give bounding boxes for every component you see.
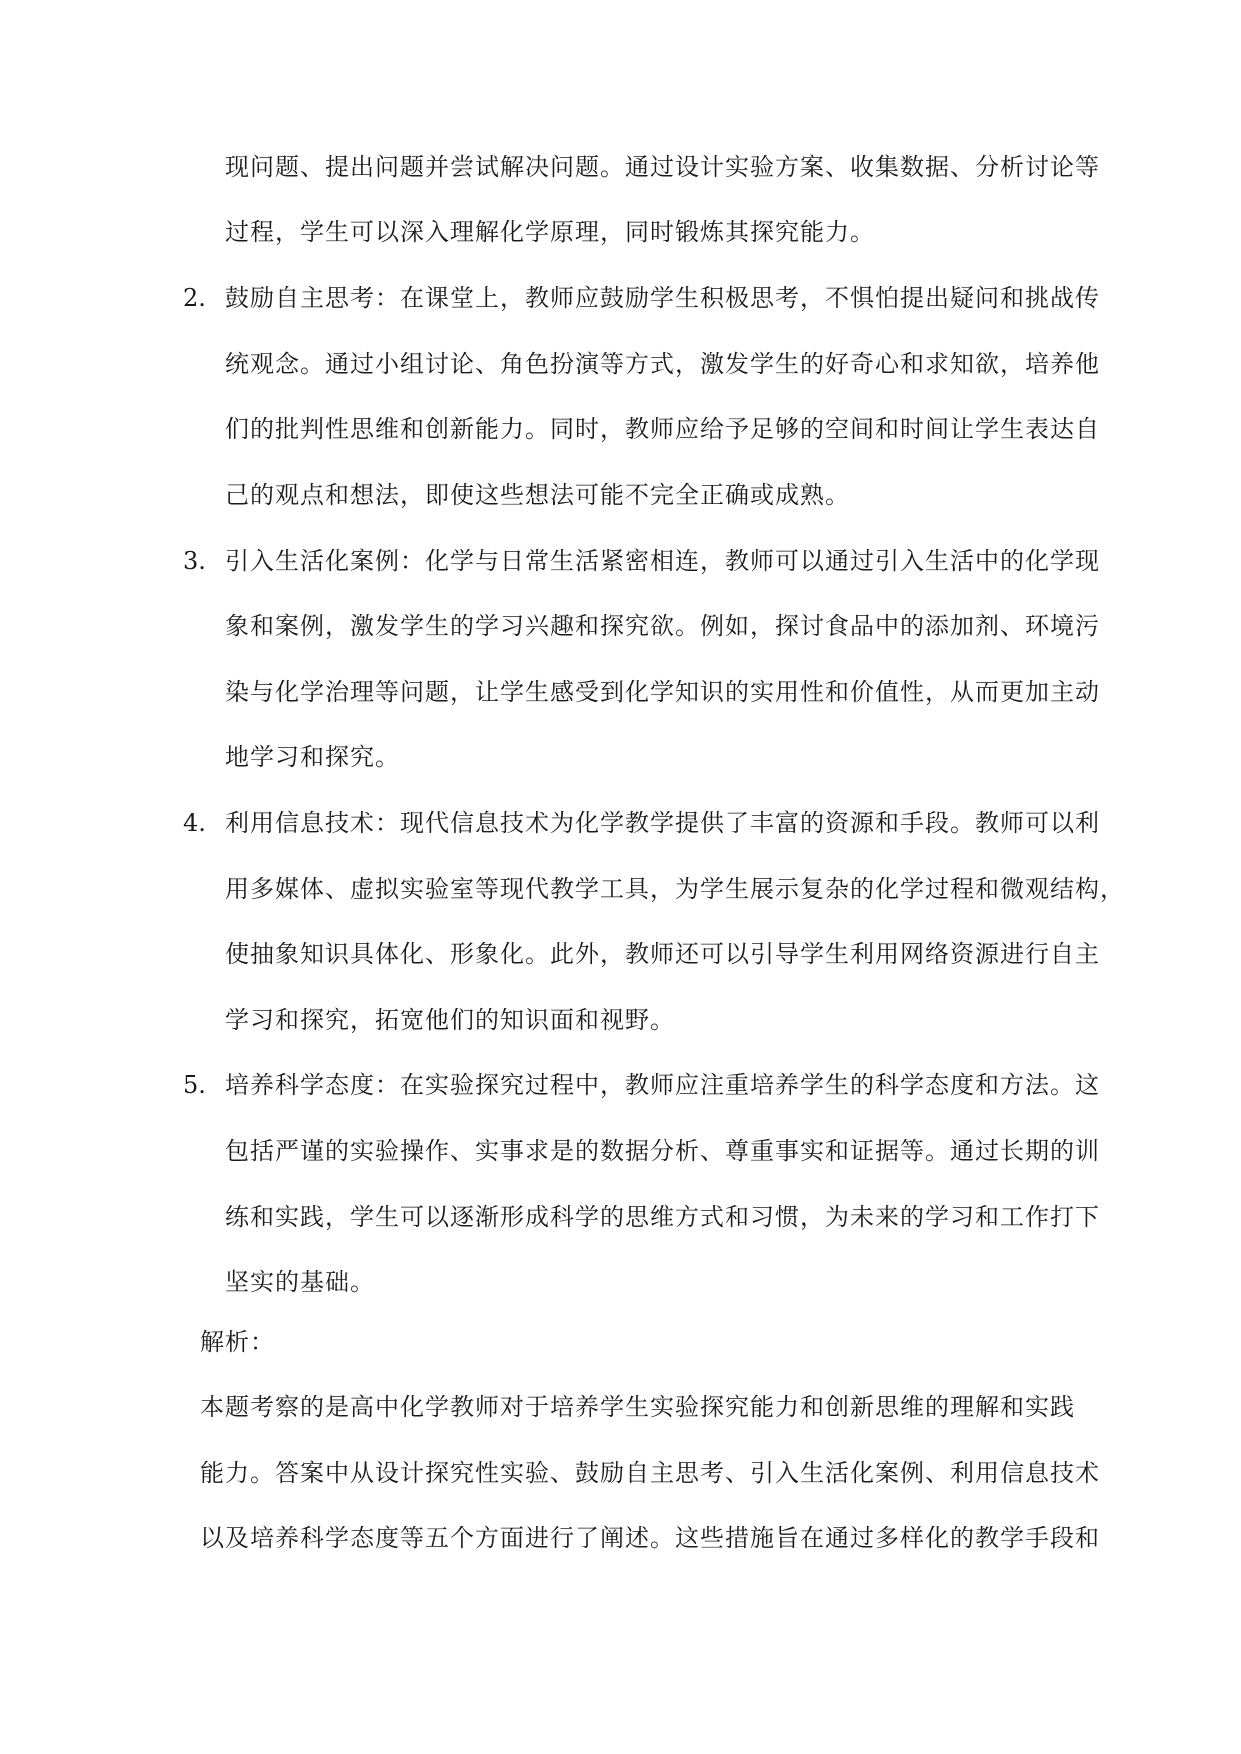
item3-line-3: 染与化学治理等问题，让学生感受到化学知识的实用性和价值性，从而更加主动 [225, 678, 1100, 706]
item4-line-2: 用多媒体、虚拟实验室等现代教学工具，为学生展示复杂的化学过程和微观结构， [225, 875, 1125, 903]
analysis-line-1: 本题考察的是高中化学教师对于培养学生实验探究能力和创新思维的理解和实践 [200, 1393, 1075, 1421]
analysis-label: 解析： [200, 1328, 275, 1356]
analysis-line-2: 能力。答案中从设计探究性实验、鼓励自主思考、引入生活化案例、利用信息技术 [200, 1459, 1100, 1487]
item5-marker: 5. [183, 1071, 206, 1099]
item2-line-1: 鼓励自主思考：在课堂上，教师应鼓励学生积极思考，不惧怕提出疑问和挑战传 [225, 284, 1100, 312]
item2-marker: 2. [183, 284, 206, 312]
item2-line-3: 们的批判性思维和创新能力。同时，教师应给予足够的空间和时间让学生表达自 [225, 415, 1100, 443]
item2-line-4: 己的观点和想法，即使这些想法可能不完全正确或成熟。 [225, 481, 850, 509]
item5-line-4: 坚实的基础。 [225, 1268, 375, 1296]
item4-line-4: 学习和探究，拓宽他们的知识面和视野。 [225, 1006, 675, 1034]
item2-line-2: 统观念。通过小组讨论、角色扮演等方式，激发学生的好奇心和求知欲，培养他 [225, 350, 1100, 378]
item4-marker: 4. [183, 809, 206, 837]
item3-marker: 3. [183, 547, 206, 575]
item5-line-2: 包括严谨的实验操作、实事求是的数据分析、尊重事实和证据等。通过长期的训 [225, 1137, 1100, 1165]
item3-line-4: 地学习和探究。 [225, 743, 400, 771]
item3-line-2: 象和案例，激发学生的学习兴趣和探究欲。例如，探讨食品中的添加剂、环境污 [225, 612, 1100, 640]
item5-line-3: 练和实践，学生可以逐渐形成科学的思维方式和习惯，为未来的学习和工作打下 [225, 1203, 1100, 1231]
item4-line-3: 使抽象知识具体化、形象化。此外，教师还可以引导学生利用网络资源进行自主 [225, 940, 1100, 968]
item5-line-1: 培养科学态度：在实验探究过程中，教师应注重培养学生的科学态度和方法。这 [225, 1071, 1100, 1099]
item4-line-1: 利用信息技术：现代信息技术为化学教学提供了丰富的资源和手段。教师可以利 [225, 809, 1100, 837]
item1-line-2: 过程，学生可以深入理解化学原理，同时锻炼其探究能力。 [225, 218, 875, 246]
analysis-line-3: 以及培养科学态度等五个方面进行了阐述。这些措施旨在通过多样化的教学手段和 [200, 1524, 1100, 1552]
item1-line-1: 现问题、提出问题并尝试解决问题。通过设计实验方案、收集数据、分析讨论等 [225, 153, 1100, 181]
item3-line-1: 引入生活化案例：化学与日常生活紧密相连，教师可以通过引入生活中的化学现 [225, 547, 1100, 575]
